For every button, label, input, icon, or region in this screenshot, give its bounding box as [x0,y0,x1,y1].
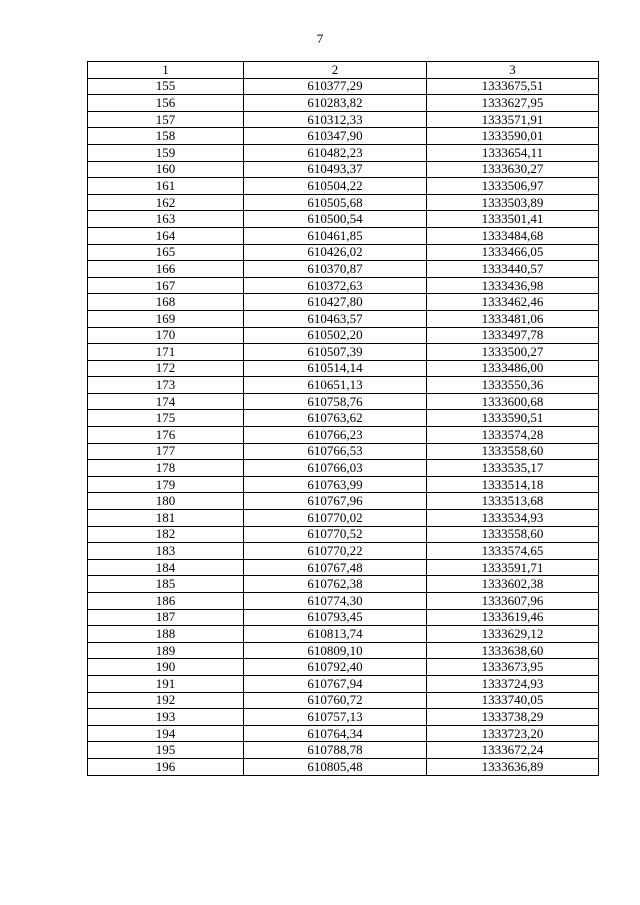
y-coordinate-cell: 1333501,41 [427,211,599,228]
point-number-cell: 160 [88,161,244,178]
y-coordinate-cell: 1333629,12 [427,626,599,643]
table-row [88,709,599,726]
x-coordinate-cell: 610504,22 [244,178,427,195]
y-coordinate-cell: 1333534,93 [427,510,599,527]
table-row [88,758,599,775]
point-number-cell: 166 [88,261,244,278]
x-coordinate-cell: 610461,85 [244,227,427,244]
table-row [88,526,599,543]
x-coordinate-cell: 610766,23 [244,427,427,444]
y-coordinate-cell: 1333654,11 [427,144,599,161]
table-row [88,593,599,610]
point-number-cell: 187 [88,609,244,626]
x-coordinate-cell: 610757,13 [244,709,427,726]
x-coordinate-cell: 610770,02 [244,510,427,527]
point-number-cell: 161 [88,178,244,195]
point-number-cell: 173 [88,377,244,394]
point-number-cell: 192 [88,692,244,709]
point-number-cell: 185 [88,576,244,593]
table-row [88,393,599,410]
header-row [88,62,599,79]
table-row [88,476,599,493]
table-row [88,427,599,444]
x-coordinate-cell: 610372,63 [244,277,427,294]
x-coordinate-cell: 610762,38 [244,576,427,593]
x-coordinate-cell: 610283,82 [244,95,427,112]
point-number-cell: 184 [88,559,244,576]
table-row [88,725,599,742]
point-number-cell: 178 [88,460,244,477]
x-coordinate-cell: 610502,20 [244,327,427,344]
x-coordinate-cell: 610347,90 [244,128,427,145]
table-row [88,144,599,161]
y-coordinate-cell: 1333619,46 [427,609,599,626]
table-row [88,543,599,560]
y-coordinate-cell: 1333574,28 [427,427,599,444]
x-coordinate-cell: 610463,57 [244,310,427,327]
table-row [88,609,599,626]
point-number-cell: 190 [88,659,244,676]
y-coordinate-cell: 1333513,68 [427,493,599,510]
point-number-cell: 162 [88,194,244,211]
y-coordinate-cell: 1333466,05 [427,244,599,261]
y-coordinate-cell: 1333514,18 [427,476,599,493]
y-coordinate-cell: 1333436,98 [427,277,599,294]
y-coordinate-cell: 1333481,06 [427,310,599,327]
table-row [88,510,599,527]
column-header-1: 1 [88,62,244,79]
table-row [88,194,599,211]
table-row [88,327,599,344]
x-coordinate-cell: 610312,33 [244,111,427,128]
y-coordinate-cell: 1333638,60 [427,642,599,659]
x-coordinate-cell: 610767,48 [244,559,427,576]
table-row [88,692,599,709]
point-number-cell: 181 [88,510,244,527]
point-number-cell: 189 [88,642,244,659]
point-number-cell: 164 [88,227,244,244]
x-coordinate-cell: 610505,68 [244,194,427,211]
y-coordinate-cell: 1333675,51 [427,78,599,95]
table-row [88,642,599,659]
table-row [88,178,599,195]
x-coordinate-cell: 610370,87 [244,261,427,278]
x-coordinate-cell: 610500,54 [244,211,427,228]
x-coordinate-cell: 610514,14 [244,360,427,377]
x-coordinate-cell: 610763,99 [244,476,427,493]
point-number-cell: 175 [88,410,244,427]
x-coordinate-cell: 610809,10 [244,642,427,659]
x-coordinate-cell: 610805,48 [244,758,427,775]
point-number-cell: 155 [88,78,244,95]
point-number-cell: 171 [88,344,244,361]
y-coordinate-cell: 1333590,51 [427,410,599,427]
y-coordinate-cell: 1333723,20 [427,725,599,742]
table-row [88,211,599,228]
y-coordinate-cell: 1333550,36 [427,377,599,394]
table-row [88,675,599,692]
x-coordinate-cell: 610426,02 [244,244,427,261]
column-header-2: 2 [244,62,427,79]
y-coordinate-cell: 1333630,27 [427,161,599,178]
table-row [88,310,599,327]
table-row [88,161,599,178]
point-number-cell: 182 [88,526,244,543]
y-coordinate-cell: 1333673,95 [427,659,599,676]
x-coordinate-cell: 610774,30 [244,593,427,610]
table-row [88,128,599,145]
y-coordinate-cell: 1333503,89 [427,194,599,211]
point-number-cell: 188 [88,626,244,643]
point-number-cell: 158 [88,128,244,145]
table-row [88,377,599,394]
point-number-cell: 172 [88,360,244,377]
point-number-cell: 186 [88,593,244,610]
y-coordinate-cell: 1333484,68 [427,227,599,244]
x-coordinate-cell: 610758,76 [244,393,427,410]
point-number-cell: 177 [88,443,244,460]
x-coordinate-cell: 610766,53 [244,443,427,460]
y-coordinate-cell: 1333558,60 [427,526,599,543]
x-coordinate-cell: 610763,62 [244,410,427,427]
x-coordinate-cell: 610764,34 [244,725,427,742]
y-coordinate-cell: 1333591,71 [427,559,599,576]
x-coordinate-cell: 610427,80 [244,294,427,311]
point-number-cell: 167 [88,277,244,294]
y-coordinate-cell: 1333497,78 [427,327,599,344]
table-row [88,742,599,759]
point-number-cell: 194 [88,725,244,742]
y-coordinate-cell: 1333607,96 [427,593,599,610]
y-coordinate-cell: 1333740,05 [427,692,599,709]
y-coordinate-cell: 1333602,38 [427,576,599,593]
point-number-cell: 174 [88,393,244,410]
y-coordinate-cell: 1333486,00 [427,360,599,377]
x-coordinate-cell: 610507,39 [244,344,427,361]
y-coordinate-cell: 1333506,97 [427,178,599,195]
y-coordinate-cell: 1333571,91 [427,111,599,128]
point-number-cell: 165 [88,244,244,261]
y-coordinate-cell: 1333672,24 [427,742,599,759]
table-row [88,493,599,510]
y-coordinate-cell: 1333636,89 [427,758,599,775]
y-coordinate-cell: 1333440,57 [427,261,599,278]
y-coordinate-cell: 1333574,65 [427,543,599,560]
x-coordinate-cell: 610493,37 [244,161,427,178]
y-coordinate-cell: 1333590,01 [427,128,599,145]
column-header-3: 3 [427,62,599,79]
table-row [88,227,599,244]
table-row [88,244,599,261]
table-row [88,360,599,377]
table-row [88,344,599,361]
x-coordinate-cell: 610793,45 [244,609,427,626]
x-coordinate-cell: 610482,23 [244,144,427,161]
x-coordinate-cell: 610767,94 [244,675,427,692]
x-coordinate-cell: 610813,74 [244,626,427,643]
y-coordinate-cell: 1333500,27 [427,344,599,361]
table-body [88,78,599,775]
point-number-cell: 196 [88,758,244,775]
table-row [88,277,599,294]
table-row [88,294,599,311]
table-row [88,410,599,427]
y-coordinate-cell: 1333600,68 [427,393,599,410]
table-row [88,460,599,477]
y-coordinate-cell: 1333535,17 [427,460,599,477]
table-row [88,261,599,278]
table-row [88,576,599,593]
table-row [88,659,599,676]
point-number-cell: 159 [88,144,244,161]
x-coordinate-cell: 610770,22 [244,543,427,560]
coordinates-table [87,61,599,776]
x-coordinate-cell: 610770,52 [244,526,427,543]
x-coordinate-cell: 610767,96 [244,493,427,510]
x-coordinate-cell: 610792,40 [244,659,427,676]
x-coordinate-cell: 610377,29 [244,78,427,95]
x-coordinate-cell: 610788,78 [244,742,427,759]
point-number-cell: 156 [88,95,244,112]
x-coordinate-cell: 610766,03 [244,460,427,477]
point-number-cell: 163 [88,211,244,228]
table-row [88,95,599,112]
point-number-cell: 169 [88,310,244,327]
point-number-cell: 157 [88,111,244,128]
table-row [88,111,599,128]
point-number-cell: 179 [88,476,244,493]
point-number-cell: 193 [88,709,244,726]
table-row [88,78,599,95]
point-number-cell: 170 [88,327,244,344]
point-number-cell: 195 [88,742,244,759]
page-number: 7 [316,31,324,46]
table-row [88,559,599,576]
y-coordinate-cell: 1333558,60 [427,443,599,460]
y-coordinate-cell: 1333738,29 [427,709,599,726]
table-row [88,626,599,643]
point-number-cell: 176 [88,427,244,444]
y-coordinate-cell: 1333724,93 [427,675,599,692]
table-header [88,62,599,79]
table-row [88,443,599,460]
x-coordinate-cell: 610651,13 [244,377,427,394]
x-coordinate-cell: 610760,72 [244,692,427,709]
point-number-cell: 183 [88,543,244,560]
y-coordinate-cell: 1333627,95 [427,95,599,112]
y-coordinate-cell: 1333462,46 [427,294,599,311]
point-number-cell: 191 [88,675,244,692]
point-number-cell: 168 [88,294,244,311]
point-number-cell: 180 [88,493,244,510]
